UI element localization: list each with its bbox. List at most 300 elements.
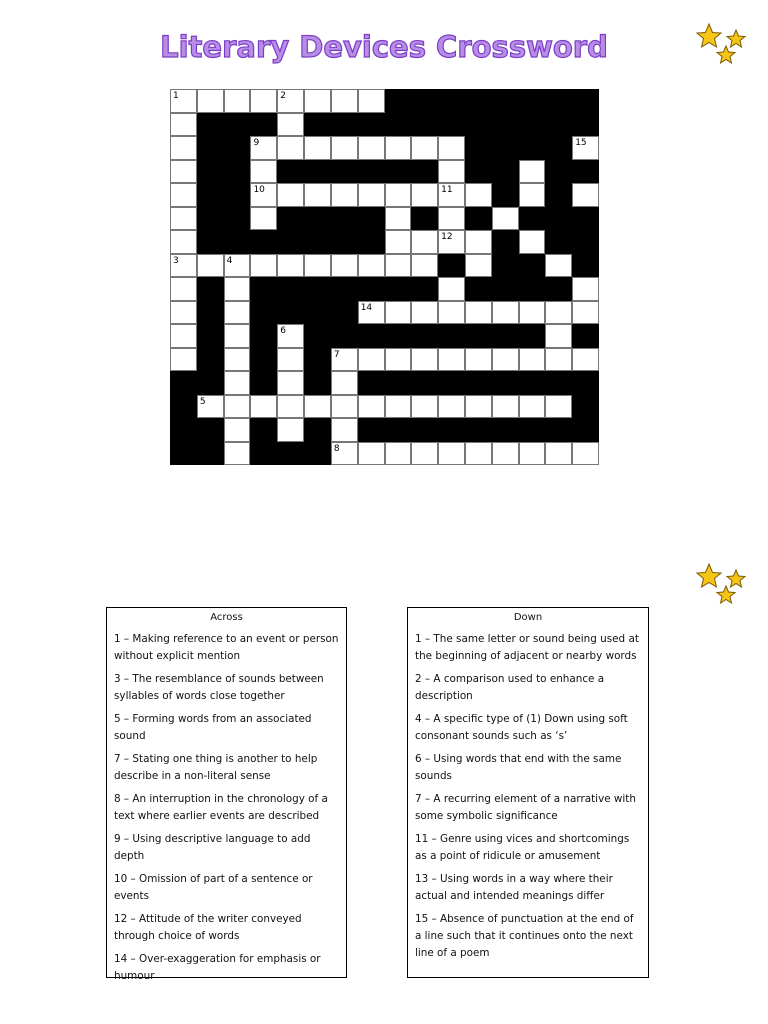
crossword-block bbox=[358, 371, 385, 395]
crossword-cell[interactable] bbox=[358, 136, 385, 160]
crossword-cell[interactable] bbox=[224, 371, 251, 395]
crossword-block bbox=[224, 160, 251, 184]
crossword-block bbox=[358, 230, 385, 254]
crossword-block bbox=[465, 89, 492, 113]
crossword-block bbox=[197, 183, 224, 207]
crossword-block bbox=[572, 254, 599, 278]
clue-number: 9 bbox=[253, 138, 260, 148]
crossword-cell[interactable] bbox=[572, 301, 599, 325]
crossword-block bbox=[304, 207, 331, 231]
crossword-block bbox=[519, 207, 546, 231]
crossword-block bbox=[411, 324, 438, 348]
star-icon bbox=[727, 30, 745, 47]
crossword-block bbox=[250, 230, 277, 254]
crossword-block bbox=[438, 89, 465, 113]
across-clues-panel bbox=[106, 607, 347, 982]
crossword-cell[interactable] bbox=[438, 301, 465, 325]
crossword-block bbox=[492, 230, 519, 254]
crossword-cell[interactable] bbox=[277, 136, 304, 160]
crossword-block bbox=[572, 371, 599, 395]
crossword-block bbox=[465, 113, 492, 137]
crossword-cell[interactable] bbox=[385, 254, 412, 278]
crossword-block bbox=[197, 207, 224, 231]
crossword-block bbox=[492, 183, 519, 207]
crossword-block bbox=[572, 89, 599, 113]
crossword-cell[interactable] bbox=[331, 395, 358, 419]
across-heading: Across bbox=[210, 612, 243, 623]
star-icon bbox=[717, 586, 735, 603]
crossword-block bbox=[492, 371, 519, 395]
crossword-cell[interactable] bbox=[465, 348, 492, 372]
crossword-block bbox=[572, 418, 599, 442]
crossword-block bbox=[250, 418, 277, 442]
down-clues-panel bbox=[407, 607, 649, 978]
crossword-block bbox=[572, 207, 599, 231]
down-clue: 6 – Using words that end with the same sounds bbox=[415, 753, 622, 782]
crossword-cell[interactable] bbox=[438, 207, 465, 231]
crossword-cell[interactable] bbox=[358, 395, 385, 419]
crossword-block bbox=[358, 160, 385, 184]
star-icon bbox=[727, 570, 745, 587]
crossword-block bbox=[250, 442, 277, 466]
crossword-block bbox=[331, 301, 358, 325]
crossword-block bbox=[438, 254, 465, 278]
clue-number: 14 bbox=[360, 302, 373, 313]
crossword-block bbox=[197, 160, 224, 184]
crossword-cell[interactable] bbox=[465, 442, 492, 466]
crossword-block bbox=[170, 395, 197, 419]
crossword-cell[interactable] bbox=[438, 395, 465, 419]
crossword-cell[interactable] bbox=[519, 348, 546, 372]
crossword-cell[interactable] bbox=[277, 418, 304, 442]
crossword-cell[interactable] bbox=[385, 230, 412, 254]
crossword-block bbox=[492, 277, 519, 301]
crossword-cell[interactable] bbox=[465, 183, 492, 207]
crossword-block bbox=[331, 207, 358, 231]
crossword-block bbox=[250, 348, 277, 372]
crossword-cell[interactable] bbox=[519, 301, 546, 325]
crossword-block bbox=[358, 324, 385, 348]
crossword-cell[interactable] bbox=[572, 277, 599, 301]
crossword-cell[interactable] bbox=[331, 371, 358, 395]
crossword-block bbox=[438, 371, 465, 395]
across-clue: 3 – The resemblance of sounds between syllables of words close together bbox=[114, 673, 324, 702]
crossword-cell[interactable] bbox=[277, 371, 304, 395]
crossword-block bbox=[545, 207, 572, 231]
crossword-cell[interactable] bbox=[277, 348, 304, 372]
clue-number: 11 bbox=[441, 185, 453, 195]
crossword-cell[interactable] bbox=[250, 136, 277, 160]
across-clue: 8 – An interruption in the chronology of a text where earlier events are described bbox=[114, 793, 328, 822]
crossword-block bbox=[545, 230, 572, 254]
crossword-block bbox=[358, 418, 385, 442]
crossword-cell[interactable] bbox=[197, 395, 224, 419]
crossword-cell[interactable] bbox=[545, 395, 572, 419]
crossword-block bbox=[411, 371, 438, 395]
crossword-block bbox=[197, 371, 224, 395]
clue-number: 15 bbox=[575, 138, 587, 148]
crossword-cell[interactable] bbox=[277, 113, 304, 137]
crossword-cell[interactable] bbox=[411, 348, 438, 372]
page-title: Literary Devices Crossword bbox=[160, 30, 608, 64]
crossword-block bbox=[411, 418, 438, 442]
crossword-cell[interactable] bbox=[385, 348, 412, 372]
crossword-block bbox=[358, 113, 385, 137]
crossword-block bbox=[331, 324, 358, 348]
crossword-block bbox=[358, 277, 385, 301]
crossword-cell[interactable] bbox=[385, 207, 412, 231]
crossword-block bbox=[545, 418, 572, 442]
crossword-block bbox=[197, 301, 224, 325]
crossword-block bbox=[545, 160, 572, 184]
crossword-block bbox=[331, 160, 358, 184]
crossword-block bbox=[170, 442, 197, 466]
crossword-block bbox=[411, 89, 438, 113]
crossword-cell[interactable] bbox=[438, 442, 465, 466]
crossword-block bbox=[331, 230, 358, 254]
clue-number: 8 bbox=[333, 443, 340, 454]
crossword-cell[interactable] bbox=[545, 324, 572, 348]
crossword-block bbox=[519, 371, 546, 395]
star-icon bbox=[697, 24, 721, 47]
crossword-block bbox=[572, 160, 599, 184]
crossword-cell[interactable] bbox=[438, 160, 465, 184]
crossword-cell[interactable] bbox=[411, 230, 438, 254]
crossword-cell[interactable] bbox=[224, 442, 251, 466]
crossword-cell[interactable] bbox=[250, 89, 277, 113]
crossword-block bbox=[197, 230, 224, 254]
crossword-block bbox=[197, 277, 224, 301]
crossword-cell[interactable] bbox=[304, 254, 331, 278]
crossword-block bbox=[465, 136, 492, 160]
stars-decoration-top bbox=[695, 22, 755, 72]
crossword-block bbox=[572, 395, 599, 419]
crossword-cell[interactable] bbox=[438, 348, 465, 372]
crossword-cell[interactable] bbox=[304, 89, 331, 113]
clue-number: 10 bbox=[253, 185, 265, 195]
crossword-cell[interactable] bbox=[197, 89, 224, 113]
crossword-block bbox=[197, 348, 224, 372]
across-clue: 7 – Stating one thing is another to help describe in a non-literal sense bbox=[114, 753, 318, 782]
clue-number: 3 bbox=[173, 255, 179, 266]
crossword-block bbox=[304, 348, 331, 372]
crossword-block bbox=[250, 371, 277, 395]
crossword-cell[interactable] bbox=[545, 301, 572, 325]
crossword-cell[interactable] bbox=[224, 348, 251, 372]
crossword-cell[interactable] bbox=[170, 301, 197, 325]
crossword-block bbox=[411, 160, 438, 184]
clue-number: 12 bbox=[441, 232, 453, 242]
crossword-cell[interactable] bbox=[170, 254, 197, 278]
crossword-block bbox=[519, 277, 546, 301]
crossword-block bbox=[304, 277, 331, 301]
crossword-block bbox=[170, 418, 197, 442]
crossword-cell[interactable] bbox=[250, 254, 277, 278]
crossword-cell[interactable] bbox=[358, 183, 385, 207]
crossword-block bbox=[519, 418, 546, 442]
crossword-block bbox=[492, 254, 519, 278]
crossword-cell[interactable] bbox=[572, 183, 599, 207]
crossword-block bbox=[250, 277, 277, 301]
clue-number: 5 bbox=[199, 396, 206, 407]
across-clue: 10 – Omission of part of a sentence or events bbox=[114, 873, 313, 902]
crossword-cell[interactable] bbox=[224, 277, 251, 301]
crossword-cell[interactable] bbox=[492, 301, 519, 325]
across-clue: 12 – Attitude of the writer conveyed through choice of words bbox=[114, 913, 302, 942]
crossword-cell[interactable] bbox=[519, 395, 546, 419]
crossword-cell[interactable] bbox=[304, 183, 331, 207]
crossword-cell[interactable] bbox=[170, 207, 197, 231]
crossword-block bbox=[519, 113, 546, 137]
crossword-block bbox=[492, 324, 519, 348]
crossword-cell[interactable] bbox=[170, 230, 197, 254]
crossword-block bbox=[385, 277, 412, 301]
crossword-cell[interactable] bbox=[170, 324, 197, 348]
crossword-block bbox=[385, 324, 412, 348]
crossword-cell[interactable] bbox=[545, 254, 572, 278]
crossword-cell[interactable] bbox=[519, 230, 546, 254]
crossword-block bbox=[545, 277, 572, 301]
crossword-block bbox=[304, 113, 331, 137]
crossword-block bbox=[492, 160, 519, 184]
crossword-cell[interactable] bbox=[358, 442, 385, 466]
clue-number: 6 bbox=[280, 326, 286, 336]
crossword-block bbox=[385, 418, 412, 442]
crossword-cell[interactable] bbox=[572, 442, 599, 466]
crossword-block bbox=[277, 160, 304, 184]
crossword-block bbox=[304, 324, 331, 348]
crossword-cell[interactable] bbox=[170, 348, 197, 372]
crossword-cell[interactable] bbox=[224, 301, 251, 325]
crossword-cell[interactable] bbox=[385, 183, 412, 207]
across-clue: 5 – Forming words from an associated sound bbox=[114, 713, 312, 742]
crossword-block bbox=[197, 324, 224, 348]
crossword-cell[interactable] bbox=[304, 136, 331, 160]
crossword-block bbox=[197, 442, 224, 466]
crossword-cell[interactable] bbox=[438, 277, 465, 301]
crossword-block bbox=[411, 113, 438, 137]
crossword-block bbox=[545, 371, 572, 395]
crossword-cell[interactable] bbox=[358, 301, 385, 325]
crossword-block bbox=[438, 113, 465, 137]
crossword-cell[interactable] bbox=[465, 254, 492, 278]
crossword-cell[interactable] bbox=[438, 230, 465, 254]
crossword-block bbox=[519, 89, 546, 113]
crossword-block bbox=[572, 230, 599, 254]
crossword-cell[interactable] bbox=[411, 395, 438, 419]
crossword-cell[interactable] bbox=[438, 183, 465, 207]
crossword-block bbox=[304, 230, 331, 254]
crossword-block bbox=[438, 324, 465, 348]
crossword-block bbox=[277, 442, 304, 466]
crossword-cell[interactable] bbox=[358, 348, 385, 372]
crossword-block bbox=[304, 371, 331, 395]
crossword-block bbox=[224, 113, 251, 137]
crossword-cell[interactable] bbox=[250, 183, 277, 207]
crossword-cell[interactable] bbox=[572, 348, 599, 372]
crossword-cell[interactable] bbox=[465, 301, 492, 325]
crossword-cell[interactable] bbox=[224, 395, 251, 419]
crossword-cell[interactable] bbox=[277, 395, 304, 419]
crossword-block bbox=[331, 113, 358, 137]
down-clue: 11 – Genre using vices and shortcomings as a point of ridicule or amusement bbox=[415, 833, 630, 862]
crossword-block bbox=[358, 207, 385, 231]
crossword-block bbox=[170, 371, 197, 395]
crossword-block bbox=[465, 371, 492, 395]
crossword-block bbox=[224, 207, 251, 231]
crossword-block bbox=[465, 207, 492, 231]
crossword-cell[interactable] bbox=[277, 183, 304, 207]
crossword-block bbox=[385, 89, 412, 113]
crossword-cell[interactable] bbox=[385, 301, 412, 325]
crossword-cell[interactable] bbox=[304, 395, 331, 419]
crossword-block bbox=[250, 301, 277, 325]
crossword-block bbox=[304, 442, 331, 466]
crossword-block bbox=[572, 113, 599, 137]
crossword-block bbox=[465, 324, 492, 348]
crossword-block bbox=[465, 277, 492, 301]
crossword-cell[interactable] bbox=[519, 183, 546, 207]
crossword-cell[interactable] bbox=[331, 136, 358, 160]
crossword-cell[interactable] bbox=[545, 348, 572, 372]
crossword-cell[interactable] bbox=[250, 395, 277, 419]
crossword-cell[interactable] bbox=[331, 418, 358, 442]
crossword-cell[interactable] bbox=[492, 395, 519, 419]
crossword-block bbox=[411, 277, 438, 301]
crossword-cell[interactable] bbox=[331, 348, 358, 372]
crossword-cell[interactable] bbox=[250, 207, 277, 231]
crossword-cell[interactable] bbox=[170, 89, 197, 113]
crossword-cell[interactable] bbox=[170, 136, 197, 160]
crossword-block bbox=[492, 136, 519, 160]
crossword-block bbox=[304, 418, 331, 442]
crossword-cell[interactable] bbox=[519, 442, 546, 466]
down-clue: 1 – The same letter or sound being used at the beginning of adjacent or nearby words bbox=[415, 633, 639, 662]
crossword-cell[interactable] bbox=[385, 395, 412, 419]
down-heading: Down bbox=[513, 612, 543, 623]
stars-decoration-middle bbox=[695, 562, 755, 612]
crossword-cell[interactable] bbox=[411, 183, 438, 207]
across-clue: 1 – Making reference to an event or person without explicit mention bbox=[114, 633, 339, 662]
crossword-block bbox=[519, 324, 546, 348]
crossword-block bbox=[492, 113, 519, 137]
clue-number: 7 bbox=[333, 349, 340, 360]
crossword-cell[interactable] bbox=[331, 254, 358, 278]
crossword-block bbox=[519, 136, 546, 160]
crossword-block bbox=[465, 418, 492, 442]
crossword-cell[interactable] bbox=[465, 230, 492, 254]
crossword-block bbox=[224, 230, 251, 254]
crossword-block bbox=[385, 371, 412, 395]
crossword-cell[interactable] bbox=[331, 442, 358, 466]
down-clue: 15 – Absence of punctuation at the end of a line such that it continues onto the next line of a poem bbox=[415, 913, 634, 959]
clue-number: 2 bbox=[280, 91, 286, 101]
crossword-cell[interactable] bbox=[572, 136, 599, 160]
crossword-block bbox=[331, 277, 358, 301]
crossword-cell[interactable] bbox=[250, 160, 277, 184]
crossword-block bbox=[545, 183, 572, 207]
crossword-block bbox=[492, 418, 519, 442]
crossword-cell[interactable] bbox=[224, 89, 251, 113]
crossword-block bbox=[545, 89, 572, 113]
crossword-cell[interactable] bbox=[224, 254, 251, 278]
star-icon bbox=[697, 564, 721, 587]
star-icon bbox=[717, 46, 735, 63]
crossword-block bbox=[197, 418, 224, 442]
crossword-block bbox=[411, 207, 438, 231]
crossword-block bbox=[250, 113, 277, 137]
crossword-block bbox=[197, 113, 224, 137]
crossword-cell[interactable] bbox=[438, 136, 465, 160]
down-clue: 13 – Using words in a way where their actual and intended meanings differ bbox=[415, 873, 613, 902]
crossword-cell[interactable] bbox=[277, 254, 304, 278]
crossword-cell[interactable] bbox=[358, 89, 385, 113]
crossword-block bbox=[492, 89, 519, 113]
down-clue: 4 – A specific type of (1) Down using soft consonant sounds such as ‘s’ bbox=[415, 713, 628, 742]
crossword-block bbox=[385, 160, 412, 184]
crossword-cell[interactable] bbox=[492, 348, 519, 372]
crossword-cell[interactable] bbox=[331, 183, 358, 207]
crossword-block bbox=[277, 207, 304, 231]
crossword-cell[interactable] bbox=[277, 324, 304, 348]
clue-number: 1 bbox=[173, 91, 179, 101]
crossword-cell[interactable] bbox=[411, 301, 438, 325]
crossword-cell[interactable] bbox=[224, 418, 251, 442]
crossword-cell[interactable] bbox=[277, 89, 304, 113]
crossword-cell[interactable] bbox=[411, 254, 438, 278]
crossword-block bbox=[197, 136, 224, 160]
crossword-block bbox=[277, 277, 304, 301]
crossword-cell[interactable] bbox=[411, 442, 438, 466]
crossword-cell[interactable] bbox=[170, 277, 197, 301]
down-clue: 2 – A comparison used to enhance a description bbox=[415, 673, 605, 702]
crossword-block bbox=[224, 136, 251, 160]
across-clue: 9 – Using descriptive language to add depth bbox=[114, 833, 311, 862]
crossword-block bbox=[277, 301, 304, 325]
crossword-cell[interactable] bbox=[224, 324, 251, 348]
crossword-cell[interactable] bbox=[385, 442, 412, 466]
crossword-block bbox=[438, 418, 465, 442]
crossword-block bbox=[519, 254, 546, 278]
clue-number: 4 bbox=[226, 255, 233, 266]
crossword-block bbox=[277, 230, 304, 254]
crossword-block bbox=[224, 183, 251, 207]
crossword-block bbox=[545, 136, 572, 160]
crossword-cell[interactable] bbox=[492, 442, 519, 466]
crossword-cell[interactable] bbox=[519, 160, 546, 184]
crossword-cell[interactable] bbox=[358, 254, 385, 278]
crossword-cell[interactable] bbox=[545, 442, 572, 466]
crossword-block bbox=[385, 113, 412, 137]
crossword-grid bbox=[170, 89, 599, 465]
crossword-cell[interactable] bbox=[170, 183, 197, 207]
crossword-block bbox=[465, 160, 492, 184]
crossword-block bbox=[572, 324, 599, 348]
crossword-cell[interactable] bbox=[385, 136, 412, 160]
crossword-cell[interactable] bbox=[197, 254, 224, 278]
crossword-block bbox=[250, 324, 277, 348]
crossword-block bbox=[304, 301, 331, 325]
across-clue: 14 – Over-exaggeration for emphasis or humour bbox=[114, 953, 321, 982]
crossword-cell[interactable] bbox=[411, 136, 438, 160]
crossword-cell[interactable] bbox=[492, 207, 519, 231]
crossword-block bbox=[304, 160, 331, 184]
crossword-block bbox=[545, 113, 572, 137]
crossword-cell[interactable] bbox=[170, 113, 197, 137]
crossword-cell[interactable] bbox=[170, 160, 197, 184]
crossword-cell[interactable] bbox=[465, 395, 492, 419]
crossword-cell[interactable] bbox=[331, 89, 358, 113]
